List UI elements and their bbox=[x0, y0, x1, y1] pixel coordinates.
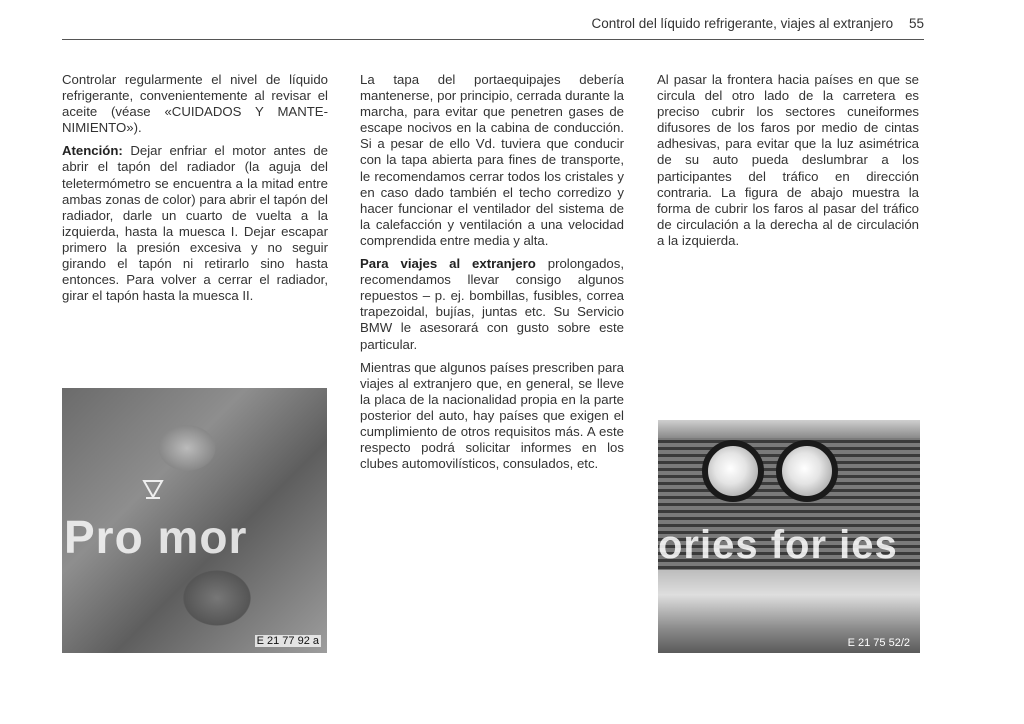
header-title: Control del líquido refrigerante, viajes al extranjero bbox=[591, 16, 894, 31]
coolant-check-paragraph: Controlar regularmente el nivel de líquido refrigerante, convenientemente al revisar el aceite (véase «CUIDADOS Y MANTE-NIMIENTO»). bbox=[62, 72, 328, 136]
travel-spares-paragraph bbox=[360, 256, 624, 353]
trunk-lid-paragraph: La tapa del portaequipajes debería mantenerse, por principio, cerrada durante la marcha, para evitar que penetren gases de escape nocivos en la cabina de conducción. Si a pesar de ello Vd. tuviera que conducir con la tapa abierta para fines de transporte, le recomendamos cerrar todos los cristales y en caso dado también el techo corredizo y hacer funcionar el ventilador del sistema de la calefacción y ventilación a una velocidad comprendida entre media y alta. bbox=[360, 72, 624, 248]
warning-triangle-icon bbox=[142, 478, 164, 500]
attention-text: Dejar enfriar el motor antes de abrir el tapón del radiador (la aguja del teletermómetro se encuentra a la mitad entre ambas zonas de color) para abrir el tapón del radiador, darle un cuarto de vuelta a la izquierda, hasta la muesca I. Dejar escapar primero la presión excesiva y no seguir girando el tapón ni retirarlo sino hasta entonces. Para volver a cerrar el radiador, girar el tapón hasta la muesca II. bbox=[62, 143, 328, 304]
column-2 bbox=[360, 72, 624, 479]
headlight-right bbox=[776, 440, 838, 502]
column-3 bbox=[657, 72, 919, 256]
headlight-taping-paragraph: Al pasar la frontera hacia países en que se circula del otro lado de la carretera es preciso cubrir los sectores cuneiformes difusores de los faros por medio de cintas adhesivas, para evitar que la luz asimétrica de su auto pueda deslumbrar a los participantes del tráfico en dirección contraria. La figura de abajo muestra la forma de cubrir los faros al pasar del tráfico de circulación a la derecha al de circulación a la izquierda. bbox=[657, 72, 919, 248]
travel-spares-label: Para viajes al extranjero bbox=[360, 256, 536, 272]
page-header bbox=[592, 16, 924, 31]
travel-spares-text: prolongados, recomendamos llevar consigo algunos repuestos – p. ej. bombillas, fusibles, correa trapezoidal, bujías, juntas etc. Su Servicio BMW le asesorará con gusto sobre este particular. bbox=[360, 256, 624, 352]
car-hood bbox=[658, 420, 920, 438]
page-number: 55 bbox=[908, 16, 924, 31]
headlight-left bbox=[702, 440, 764, 502]
right-photo-watermark: ories for ies bbox=[658, 523, 898, 567]
left-photo-watermark: Pro mor bbox=[64, 511, 248, 563]
nationality-plate-paragraph: Mientras que algunos países prescriben para viajes al extranjero que, en general, se lleve la placa de la nacionalidad propia en la parte posterior del auto, hay países que exigen el cumplimiento de otros requisitos más. A este respecto podrá solicitar informes en los clubes automovilísticos, consulados, etc. bbox=[360, 359, 624, 472]
right-photo-caption: E 21 75 52/2 bbox=[847, 637, 910, 649]
left-photo-caption: E 21 77 92 a bbox=[256, 635, 319, 647]
attention-paragraph bbox=[62, 143, 328, 304]
radiator-cap-photo bbox=[62, 388, 327, 653]
column-1 bbox=[62, 72, 328, 311]
taped-headlights-photo bbox=[658, 420, 920, 653]
header-divider bbox=[62, 39, 924, 40]
attention-label: Atención: bbox=[62, 143, 123, 159]
